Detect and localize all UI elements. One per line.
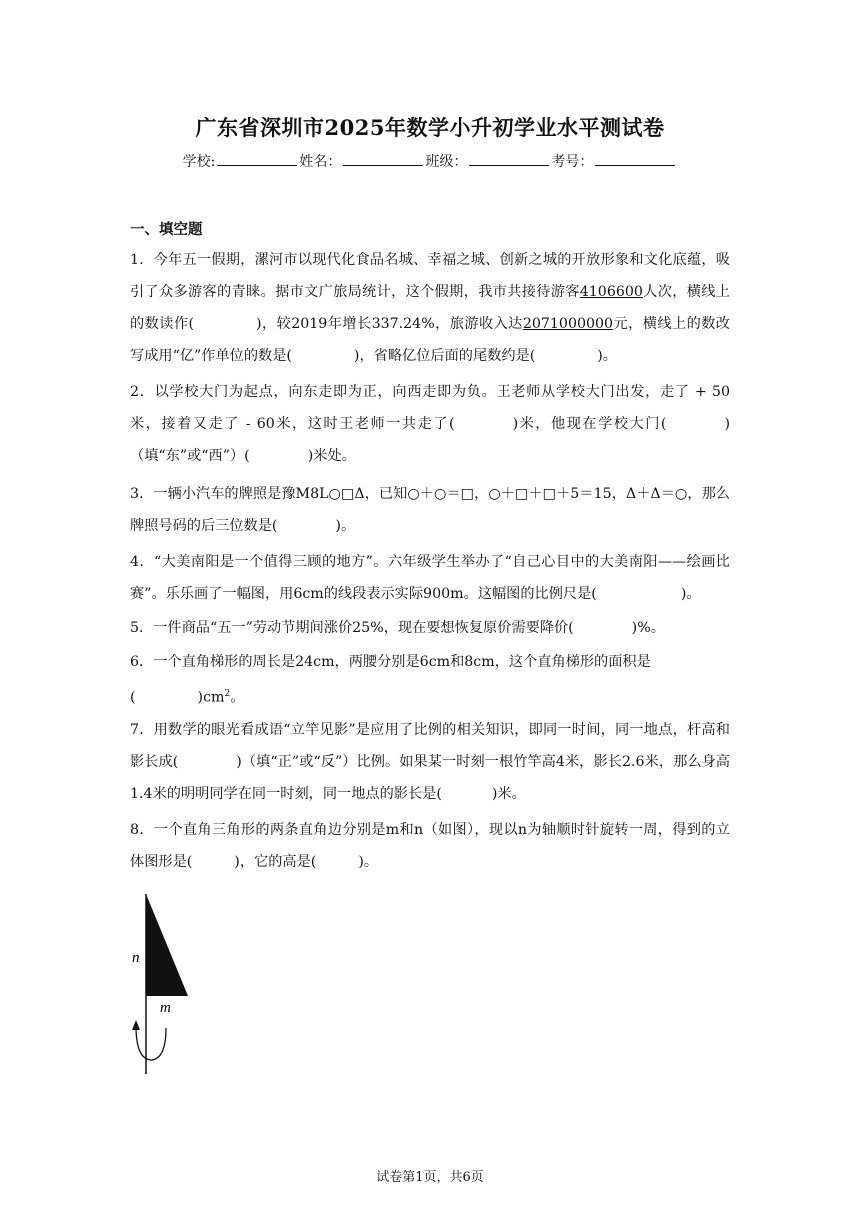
q1-text-a: 1．今年五一假期，漯河市以现代化食品名城、幸福之城、创新之城的开放形象和文化底蕴，吸引了众多游客的青睐。据市文广旅局统计，这个假期，我市共接待游客	[130, 252, 730, 300]
q7-text-c: )米。	[491, 786, 526, 802]
q2-text-c: )（填“东”或“西”）(	[130, 416, 730, 464]
name-label: 姓名：	[299, 154, 342, 170]
q3-text-b: )。	[335, 518, 356, 534]
q8-text-a: 8．一个直角三角形的两条直角边分别是m和n（如图），现以n为轴顺时针旋转一周，得到的立体图形是(	[130, 822, 730, 870]
q2-text-d: )米处。	[307, 448, 356, 464]
class-blank[interactable]	[469, 151, 549, 166]
rotation-arrow-icon	[132, 1020, 140, 1030]
rotation-arc	[136, 1026, 166, 1060]
question-5	[130, 612, 730, 644]
question-2	[130, 376, 730, 472]
question-4	[130, 546, 730, 610]
q6-text-a: 6．一个直角梯形的周长是24cm，两腰分别是6cm和8cm，这个直角梯形的面积是	[130, 654, 651, 670]
name-blank[interactable]	[343, 151, 423, 166]
q6-text-b: (	[130, 689, 136, 706]
question-3	[130, 478, 730, 542]
q2-text-b: )米，他现在学校大门(	[512, 416, 667, 432]
q1-text-e: )，省略亿位后面的尾数约是(	[353, 348, 536, 364]
question-6	[130, 646, 730, 714]
q4-text-a: 4．“大美南阳是一个值得三顾的地方”。六年级学生举办了“自己心目中的大美南阳——绘画比赛”。乐乐画了一幅图，用6cm的线段表示实际900m。这幅图的比例尺是(	[130, 554, 730, 602]
q5-text-a: 5．一件商品“五一”劳动节期间涨价25%，现在要想恢复原价需要降价(	[130, 620, 574, 636]
page-footer: 试卷第1页，共6页	[376, 1170, 484, 1185]
question-1	[130, 244, 730, 372]
student-info-line	[0, 151, 860, 171]
q7-text-a: 7．用数学的眼光看成语“立竿见影”是应用了比例的相关知识，即同一时间，同一地点，杆高和影长成(	[130, 722, 730, 770]
q4-text-b: )。	[680, 586, 701, 602]
label-m: m	[160, 1000, 171, 1016]
q1-number-2: 2071000000	[522, 316, 614, 332]
q1-number-1: 4106600	[579, 284, 643, 300]
q6-text-d: 。	[230, 689, 245, 706]
number-label: 考号：	[551, 154, 594, 170]
q1-text-b: 人次，横线上的数读作(	[130, 284, 730, 332]
section-heading: 一、填空题	[130, 221, 203, 238]
q1-text-c: )，较2019年增长337.24%，旅游收入达	[256, 316, 523, 332]
q1-text-f: )。	[597, 348, 617, 364]
q1-text-d: 元，横线上的数改写成用“亿”作单位的数是(	[130, 316, 730, 364]
school-label: 学校:	[182, 154, 216, 170]
exam-title: 广东省深圳市2025年数学小升初学业水平测试卷	[195, 115, 665, 140]
school-blank[interactable]	[217, 151, 297, 166]
q6-superscript: 2	[224, 689, 231, 699]
triangle-rotation-figure	[120, 888, 210, 1092]
q5-text-b: )%。	[631, 620, 665, 636]
q2-text-a: 2．以学校大门为起点，向东走即为正，向西走即为负。王老师从学校大门出发，走了 + 50米，接着又走了 - 60米，这时王老师一共走了(	[130, 384, 730, 432]
number-blank[interactable]	[595, 151, 675, 166]
q3-text-a: 3．一辆小汽车的牌照是豫M8L○□Δ，已知○＋○＝□，○＋□＋□＋5＝15，Δ＋Δ＝○，那么牌照号码的后三位数是(	[130, 486, 730, 534]
question-7	[130, 714, 730, 810]
label-n: n	[132, 950, 140, 966]
right-triangle	[146, 894, 188, 996]
q8-text-b: )，它的高是(	[234, 854, 317, 870]
q8-text-c: )。	[358, 854, 379, 870]
question-8	[130, 814, 730, 878]
q6-text-c: )cm	[197, 689, 225, 706]
q7-text-b: )（填“正”或“反”）比例。如果某一时刻一根竹竿高4米，影长2.6米，那么身高1.4米的明明同学在同一时刻，同一地点的影长是(	[130, 754, 730, 802]
triangle-diagram	[120, 888, 210, 1088]
class-label: 班级：	[425, 154, 468, 170]
